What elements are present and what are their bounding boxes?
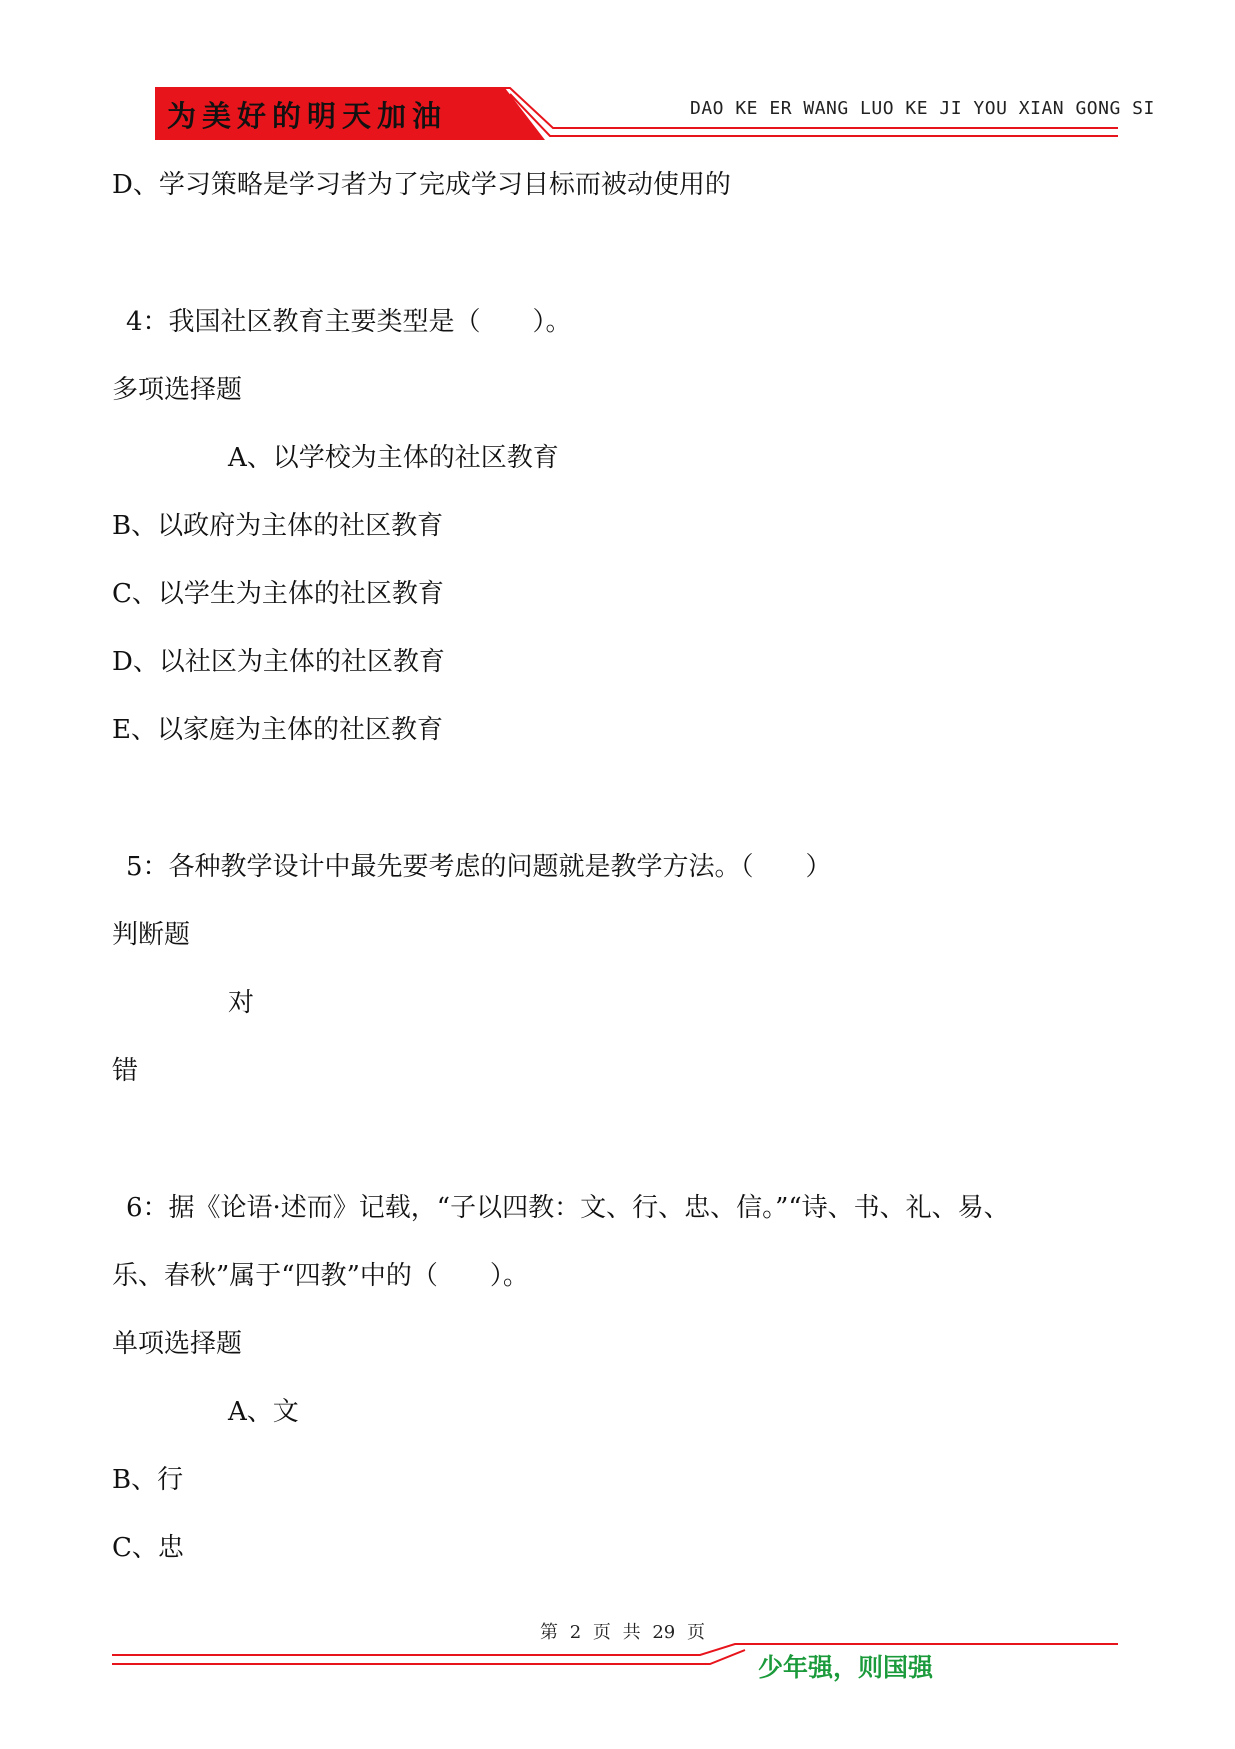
question-4-stem: 4：我国社区教育主要类型是（ ）。 bbox=[126, 307, 572, 337]
header-company-name: DAO KE ER WANG LUO KE JI YOU XIAN GONG SI bbox=[690, 98, 1155, 119]
question-4-option-d: D、以社区为主体的社区教育 bbox=[112, 647, 445, 677]
question-4-option-a: A、以学校为主体的社区教育 bbox=[228, 443, 559, 473]
question-6-option-c: C、忠 bbox=[112, 1533, 184, 1563]
footer-slogan: 少年强，则国强 bbox=[758, 1653, 934, 1682]
question-5-type: 判断题 bbox=[112, 920, 191, 950]
question-3-option-d: D、学习策略是学习者为了完成学习目标而被动使用的 bbox=[112, 170, 731, 200]
question-6-type: 单项选择题 bbox=[112, 1329, 243, 1359]
question-4-option-e: E、以家庭为主体的社区教育 bbox=[112, 715, 443, 745]
question-5-option-true: 对 bbox=[228, 988, 255, 1018]
footer-red-line-bottom bbox=[112, 1650, 745, 1664]
footer-red-line-top bbox=[112, 1644, 1118, 1655]
question-5-stem: 5：各种教学设计中最先要考虑的问题就是教学方法。（ ） bbox=[126, 852, 832, 882]
question-4-type: 多项选择题 bbox=[112, 375, 243, 405]
footer-decoration bbox=[0, 1640, 1235, 1680]
question-6-option-a: A、文 bbox=[228, 1397, 299, 1427]
header-slogan: 为美好的明天加油 bbox=[167, 98, 448, 133]
question-6-option-b: B、行 bbox=[112, 1465, 184, 1495]
question-6-stem-line-1: 6：据《论语·述而》记载，“子以四教：文、行、忠、信。”“诗、书、礼、易、 bbox=[126, 1193, 1010, 1223]
page-indicator: 第 2 页 共 29 页 bbox=[540, 1622, 705, 1643]
question-5-option-false: 错 bbox=[112, 1056, 139, 1086]
question-6-stem-line-2: 乐、春秋”属于“四教”中的（ ）。 bbox=[112, 1261, 529, 1291]
question-4-option-b: B、以政府为主体的社区教育 bbox=[112, 511, 444, 541]
question-4-option-c: C、以学生为主体的社区教育 bbox=[112, 579, 444, 609]
